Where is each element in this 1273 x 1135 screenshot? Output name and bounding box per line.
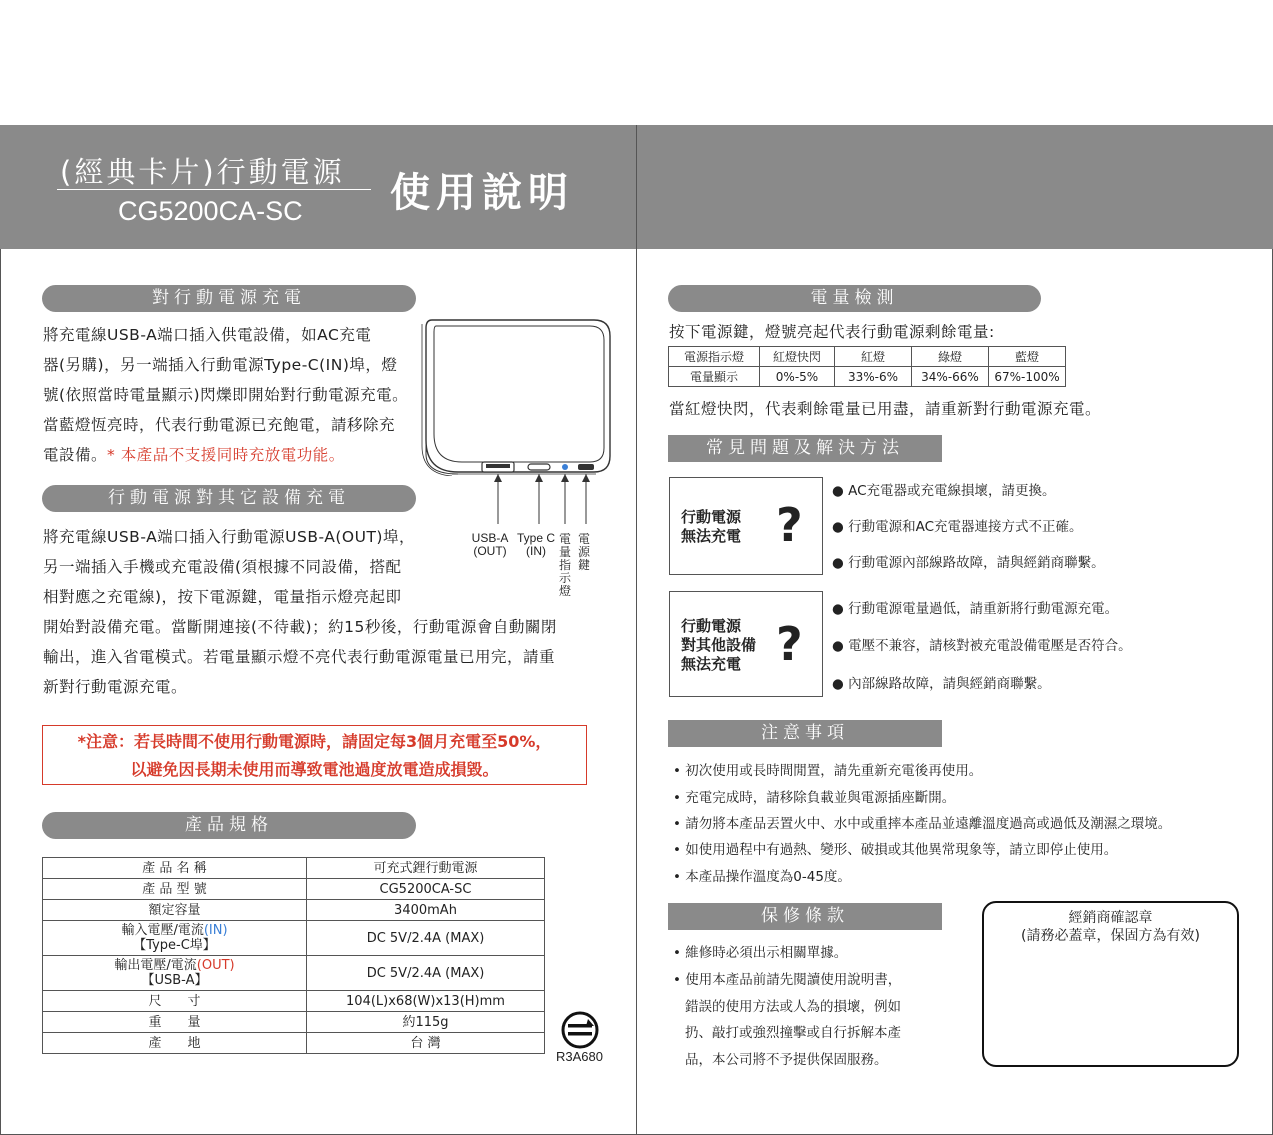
- notice-item: • 本產品操作溫度為0-45度。: [673, 869, 851, 885]
- level-intro: 按下電源鍵，燈號亮起代表行動電源剩餘電量:: [669, 323, 995, 341]
- section-heading-notice: 注意事項: [668, 720, 942, 747]
- faq-1-title: 行動電源 無法充電: [681, 508, 742, 545]
- power-bank-illustration: [418, 316, 614, 476]
- spec-table: [42, 857, 545, 1054]
- no-simultaneous-note: * 本產品不支援同時充放電功能。: [107, 446, 345, 464]
- power-key: [578, 464, 594, 470]
- section-heading-discharge: 行動電源對其它設備充電: [42, 485, 416, 512]
- section-heading-faq: 常見問題及解決方法: [668, 435, 942, 462]
- page-divider: [636, 125, 637, 1135]
- dealer-stamp-box: 經銷商確認章 (請務必蓋章，保固方為有效): [982, 901, 1239, 1067]
- cert-code: R3A680: [556, 1049, 603, 1064]
- faq-1-answer: ● 行動電源內部線路故障，請與經銷商聯繫。: [832, 555, 1105, 571]
- model-number: CG5200CA-SC: [118, 196, 303, 226]
- table-row: 產 地 台 灣: [43, 1033, 545, 1054]
- label-type-c: Type C (IN): [516, 531, 555, 558]
- section-heading-warranty: 保修條款: [668, 903, 942, 930]
- table-row: 電量顯示 0%-5% 33%-6% 34%-66% 67%-100%: [669, 367, 1066, 387]
- indicator-light: [562, 464, 568, 470]
- notice-item: • 初次使用或長時間閒置，請先重新充電後再使用。: [673, 763, 983, 779]
- table-row: 輸入電壓/電流(IN) 【Type-C埠】 DC 5V/2.4A (MAX): [43, 921, 545, 956]
- faq-2-answer: ● 電壓不兼容，請核對被充電設備電壓是否符合。: [832, 638, 1132, 654]
- discharge-text: 將充電線USB-A端口插入行動電源USB-A(OUT)埠， 另一端插入手機或充電設備(須根據不同設備，搭配 相對應之充電線)，按下電源鍵，電量指示燈亮起即 開始對設備充電。當斷開連接(不待載)；約15秒後，行動電源會自動關閉 輸出，進入省電模式。若電量顯示燈不亮代表行動電源電量已用完，請重 新對行動電源充電。: [43, 528, 557, 696]
- charge-text: 將充電線USB-A端口插入供電設備，如AC充電 器(另購)，另一端插入行動電源Type-C(IN)埠，燈 號(依照當時電量顯示)閃爍即開始對行動電源充電。 當藍燈恆亮時，代表行動電源已充飽電，請移除充 電設備。* 本產品不支援同時充放電功能。: [43, 326, 409, 464]
- question-mark-icon: ?: [776, 498, 803, 552]
- warranty-item: • 使用本產品前請先閱讀使用說明書， 錯誤的使用方法或人為的損壞，例如 扔、敲打或強烈撞擊或自行拆解本產 品，本公司將不予提供保固服務。: [673, 972, 902, 1068]
- manual-title: 使用說明: [390, 170, 574, 216]
- level-table: [668, 346, 1066, 387]
- section-heading-charge: 對行動電源充電: [42, 285, 416, 312]
- question-mark-icon: ?: [776, 617, 803, 671]
- table-row: 產 品 型 號 CG5200CA-SC: [43, 879, 545, 900]
- warranty-item: • 維修時必須出示相關單據。: [673, 945, 848, 961]
- label-power-key: 電源鍵: [577, 532, 590, 572]
- table-row: 產 品 名 稱 可充式鋰行動電源: [43, 858, 545, 879]
- level-note: 當紅燈快閃，代表剩餘電量已用盡，請重新對行動電源充電。: [669, 400, 1102, 418]
- table-row: 輸出電壓/電流(OUT) 【USB-A】 DC 5V/2.4A (MAX): [43, 956, 545, 991]
- label-indicator: 電量指示燈: [558, 532, 571, 598]
- header-right: [637, 125, 1273, 249]
- notice-item: • 如使用過程中有過熱、變形、破損或其他異常現象等，請立即停止使用。: [673, 842, 1118, 858]
- table-row: 尺 寸 104(L)x68(W)x13(H)mm: [43, 991, 545, 1012]
- label-usb-a: USB-A (OUT): [471, 531, 509, 558]
- type-c-port: [528, 464, 550, 470]
- faq-1-answer: ● AC充電器或充電線損壞，請更換。: [832, 483, 1056, 499]
- title-underline: [57, 189, 371, 190]
- faq-2-title: 行動電源 對其他設備 無法充電: [681, 617, 757, 673]
- faq-2-answer: ● 內部線路故障，請與經銷商聯繫。: [832, 676, 1051, 692]
- faq-2-answer: ● 行動電源電量過低，請重新將行動電源充電。: [832, 601, 1119, 617]
- storage-warning: *注意：若長時間不使用行動電源時，請固定每3個月充電至50%， 以避免因長期未使用而導致電池過度放電造成損毀。: [42, 725, 587, 785]
- table-row: 電源指示燈 紅燈快閃 紅燈 綠燈 藍燈: [669, 347, 1066, 367]
- faq-1-answer: ● 行動電源和AC充電器連接方式不正確。: [832, 519, 1083, 535]
- product-title: (經典卡片)行動電源: [60, 155, 345, 189]
- table-row: 額定容量 3400mAh: [43, 900, 545, 921]
- section-heading-spec: 產品規格: [42, 812, 416, 839]
- notice-item: • 請勿將本產品丟置火中、水中或重摔本產品並遠離溫度過高或過低及潮濕之環境。: [673, 816, 1172, 832]
- bsmi-cert-icon: [560, 1010, 600, 1050]
- section-heading-level: 電量檢測: [668, 285, 1041, 312]
- notice-item: • 充電完成時，請移除負載並與電源插座斷開。: [673, 790, 956, 806]
- table-row: 重 量 約115g: [43, 1012, 545, 1033]
